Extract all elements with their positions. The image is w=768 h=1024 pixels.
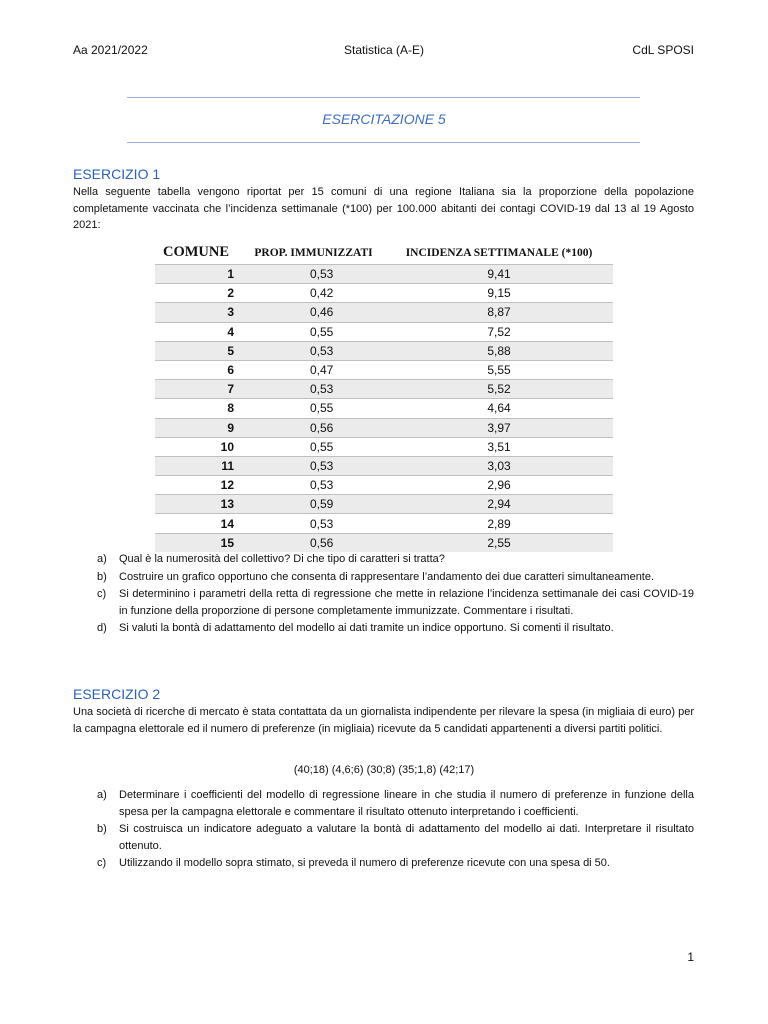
question-label: a) bbox=[97, 553, 107, 565]
cell-prop-immunizzati: 0,46 bbox=[242, 303, 385, 322]
cell-incidenza: 2,96 bbox=[385, 476, 613, 495]
cell-incidenza: 5,55 bbox=[385, 360, 613, 379]
question-text: Determinare i coefficienti del modello di regressione lineare in che studia il numero di preferenze in funzione della spesa per la campagna elettorale e commentare il risultato ottenuto interpretando i coefficienti. bbox=[119, 789, 694, 818]
question-label: a) bbox=[97, 789, 107, 801]
exercise-1-questions bbox=[97, 551, 694, 638]
table-row bbox=[155, 265, 613, 284]
cell-incidenza: 9,15 bbox=[385, 284, 613, 303]
cell-comune: 8 bbox=[155, 399, 242, 418]
cell-prop-immunizzati: 0,53 bbox=[242, 514, 385, 533]
cell-prop-immunizzati: 0,47 bbox=[242, 360, 385, 379]
cell-prop-immunizzati: 0,56 bbox=[242, 418, 385, 437]
table-row bbox=[155, 456, 613, 475]
cell-incidenza: 2,55 bbox=[385, 533, 613, 552]
table-row bbox=[155, 399, 613, 418]
exercise-1-intro: Nella seguente tabella vengono riportat per 15 comuni di una regione Italiana sia la proporzione della popolazione completamente vaccinata che l’incidenza settimanale (*100) per 100.000 abitanti dei contagi COVID-19 dal 13 al 19 Agosto 2021: bbox=[73, 186, 694, 231]
table-row bbox=[155, 341, 613, 360]
cell-comune: 14 bbox=[155, 514, 242, 533]
question-item bbox=[97, 855, 694, 872]
cell-incidenza: 8,87 bbox=[385, 303, 613, 322]
question-text: Si valuti la bontà di adattamento del modello ai dati tramite un indice opportuno. Si comenti il risultato. bbox=[119, 622, 614, 634]
cell-incidenza: 2,94 bbox=[385, 495, 613, 514]
column-header-incidenza: INCIDENZA SETTIMANALE (*100) bbox=[405, 246, 593, 259]
cell-incidenza: 3,03 bbox=[385, 456, 613, 475]
cell-incidenza: 9,41 bbox=[385, 265, 613, 284]
question-item bbox=[97, 586, 694, 619]
table-row bbox=[155, 360, 613, 379]
table-header-row bbox=[155, 241, 613, 265]
question-item bbox=[97, 569, 694, 586]
question-text: Utilizzando il modello sopra stimato, si preveda il numero di preferenze ricevute con una spesa di 50. bbox=[119, 857, 610, 869]
cell-prop-immunizzati: 0,53 bbox=[242, 456, 385, 475]
table-row bbox=[155, 284, 613, 303]
exercise-2-heading: ESERCIZIO 2 bbox=[73, 686, 161, 702]
cell-prop-immunizzati: 0,42 bbox=[242, 284, 385, 303]
cell-comune: 13 bbox=[155, 495, 242, 514]
cell-comune: 9 bbox=[155, 418, 242, 437]
cell-comune: 7 bbox=[155, 380, 242, 399]
cell-comune: 2 bbox=[155, 284, 242, 303]
table-row bbox=[155, 322, 613, 341]
table-row bbox=[155, 418, 613, 437]
cell-comune: 6 bbox=[155, 360, 242, 379]
cell-prop-immunizzati: 0,53 bbox=[242, 341, 385, 360]
header-course-year: Aa 2021/2022 bbox=[73, 43, 148, 57]
page-number: 1 bbox=[687, 950, 694, 964]
question-text: Si determinino i parametri della retta di regressione che mette in relazione l’incidenza settimanale dei casi COVID-19 in funzione della proporzione di persone completamente immunizzate. Commentare i risultati. bbox=[119, 588, 694, 617]
column-header-immunizzati: PROP. IMMUNIZZATI bbox=[254, 246, 373, 259]
table-row bbox=[155, 495, 613, 514]
cell-prop-immunizzati: 0,56 bbox=[242, 533, 385, 552]
header-degree: CdL SPOSI bbox=[632, 43, 694, 57]
vaccination-table bbox=[155, 241, 613, 552]
cell-incidenza: 2,89 bbox=[385, 514, 613, 533]
question-label: b) bbox=[97, 570, 107, 583]
table-row bbox=[155, 303, 613, 322]
cell-comune: 15 bbox=[155, 533, 242, 552]
cell-prop-immunizzati: 0,55 bbox=[242, 437, 385, 456]
cell-comune: 1 bbox=[155, 265, 242, 284]
column-header-comune: COMUNE bbox=[163, 244, 230, 260]
cell-incidenza: 3,97 bbox=[385, 418, 613, 437]
cell-comune: 5 bbox=[155, 341, 242, 360]
cell-prop-immunizzati: 0,55 bbox=[242, 322, 385, 341]
exercise-2-intro: Una società di ricerche di mercato è stata contattata da un giornalista indipendente per rilevare la spesa (in migliaia di euro) per la campagna elettorale ed il numero di preferenze (in migliaia) ricevute da 5 candidati appartenenti a diversi partiti politici. bbox=[73, 706, 694, 735]
cell-incidenza: 5,88 bbox=[385, 341, 613, 360]
title-rule-bottom bbox=[127, 142, 640, 143]
question-item bbox=[97, 551, 694, 568]
cell-incidenza: 3,51 bbox=[385, 437, 613, 456]
question-label: b) bbox=[97, 823, 107, 835]
cell-prop-immunizzati: 0,53 bbox=[242, 380, 385, 399]
table-row bbox=[155, 476, 613, 495]
question-label: d) bbox=[97, 622, 107, 634]
table-row bbox=[155, 533, 613, 552]
document-title: ESERCITAZIONE 5 bbox=[322, 111, 446, 127]
question-item bbox=[97, 620, 694, 637]
question-text: Si costruisca un indicatore adeguato a valutare la bontà di adattamento del modello ai dati. Interpretare il risultato ottenuto. bbox=[119, 823, 694, 852]
question-text: Costruire un grafico opportuno che consenta di rappresentare l’andamento dei due caratteri simultaneamente. bbox=[119, 570, 655, 583]
exercise-1-heading: ESERCIZIO 1 bbox=[73, 166, 161, 182]
table-row bbox=[155, 437, 613, 456]
question-label: c) bbox=[97, 588, 107, 600]
question-label: c) bbox=[97, 857, 107, 869]
cell-comune: 4 bbox=[155, 322, 242, 341]
exercise-2-questions bbox=[97, 787, 694, 873]
cell-incidenza: 4,64 bbox=[385, 399, 613, 418]
table-row bbox=[155, 514, 613, 533]
question-text: Qual è la numerosità del collettivo? Di che tipo di caratteri si tratta? bbox=[119, 553, 445, 565]
cell-incidenza: 5,52 bbox=[385, 380, 613, 399]
cell-prop-immunizzati: 0,53 bbox=[242, 265, 385, 284]
cell-comune: 10 bbox=[155, 437, 242, 456]
cell-incidenza: 7,52 bbox=[385, 322, 613, 341]
question-item bbox=[97, 821, 694, 854]
cell-comune: 11 bbox=[155, 456, 242, 475]
header-subject: Statistica (A-E) bbox=[343, 43, 424, 57]
data-pairs: (40;18) (4,6;6) (30;8) (35;1,8) (42;17) bbox=[293, 764, 475, 776]
cell-prop-immunizzati: 0,59 bbox=[242, 495, 385, 514]
cell-prop-immunizzati: 0,53 bbox=[242, 476, 385, 495]
table-row bbox=[155, 380, 613, 399]
title-rule-top bbox=[127, 97, 640, 98]
table-body bbox=[155, 265, 613, 552]
cell-comune: 12 bbox=[155, 476, 242, 495]
cell-prop-immunizzati: 0,55 bbox=[242, 399, 385, 418]
question-item bbox=[97, 787, 694, 820]
cell-comune: 3 bbox=[155, 303, 242, 322]
